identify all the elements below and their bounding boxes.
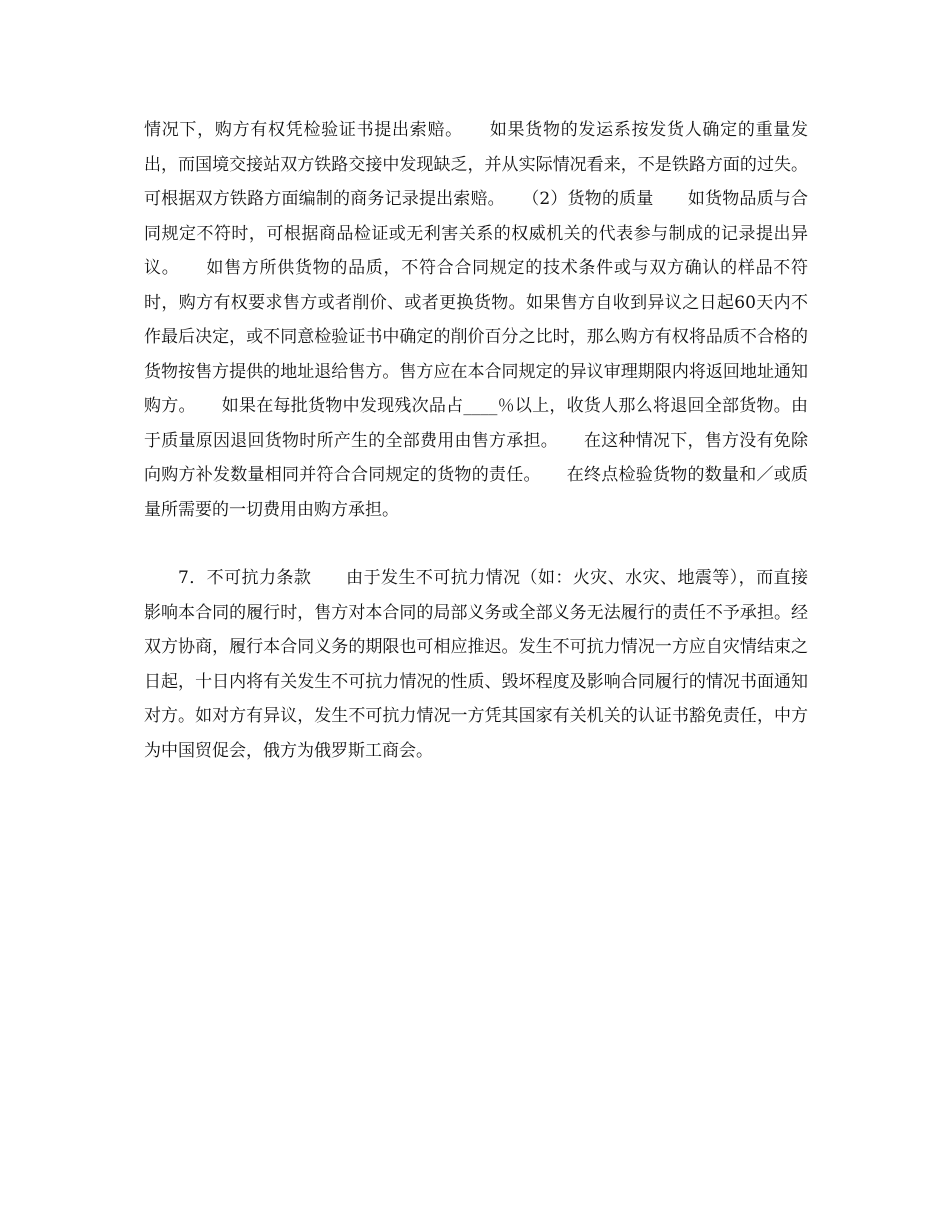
- paragraph-inspection-quality: 情况下，购方有权凭检验证书提出索赔。 如果货物的发运系按发货人确定的重量发出，而国境交接站双方铁路交接中发现缺乏，并从实际情况看来，不是铁路方面的过失。可根据双方铁路方面编制的商务记录提出索赔。 （2）货物的质量 如货物品质与合同规定不符时，可根据商品检证或无利害关系的权威机关的代表参与制成的记录提出异议。 如售方所供货物的品质，不符合合同规定的技术条件或与双方确认的样品不符时，购方有权要求售方或者削价、或者更换货物。如果售方自收到异议之日起60天内不作最后决定，或不同意检验证书中确定的削价百分之比时，那么购方有权将品质不合格的货物按售方提供的地址退给售方。售方应在本合同规定的异议审理期限内将返回地址通知购方。 如果在每批货物中发现残次品占____％以上，收货人那么将退回全部货物。由于质量原因退回货物时所产生的全部费用由售方承担。 在这种情况下，售方没有免除向购方补发数量相同并符合合同规定的货物的责任。 在终点检验货物的数量和／或质量所需要的一切费用由购方承担。: [144, 120, 808, 520]
- paragraph-force-majeure: 7．不可抗力条款 由于发生不可抗力情况（如：火灾、水灾、地震等），而直接影响本合同的履行时，售方对本合同的局部义务或全部义务无法履行的责任不予承担。经双方协商，履行本合同义务的期限也可相应推迟。发生不可抗力情况一方应自灾情结束之日起，十日内将有关发生不可抗力情况的性质、毁坏程度及影响合同履行的情况书面通知对方。如对方有异议，发生不可抗力情况一方凭其国家有关机关的认证书豁免责任，中方为中国贸促会，俄方为俄罗斯工商会。: [144, 568, 808, 761]
